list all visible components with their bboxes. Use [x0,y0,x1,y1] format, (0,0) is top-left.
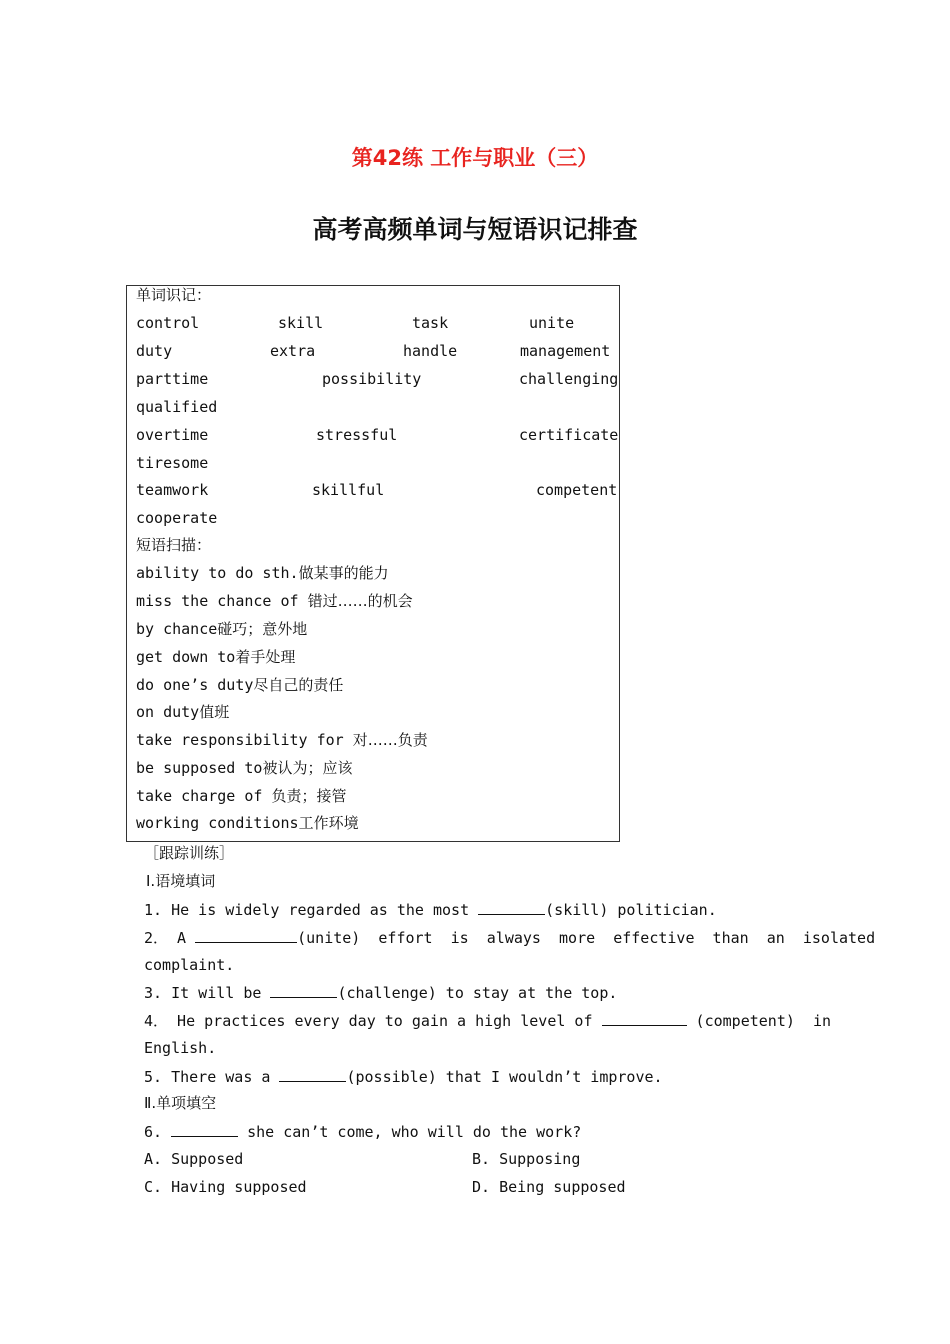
phrase-item: ability to do sth.做某事的能力 [136,564,389,582]
question-1: 1. He is widely regarded as the most (skill) politician. [144,901,717,919]
question-6: 6. she can’t come, who will do the work? [144,1123,582,1141]
answer-blank[interactable] [195,927,297,943]
phrase-item: take charge of 负责；接管 [136,787,347,805]
phrase-item: miss the chance of 错过……的机会 [136,592,413,610]
question-2-cont: complaint. [144,956,235,974]
phrase-item: on duty值班 [136,703,230,721]
word: competent [536,481,618,499]
practice-label: ［跟踪训练］ [144,844,235,862]
answer-blank[interactable] [171,1121,238,1137]
word: skill [278,314,324,332]
question-4: 4． He practices every day to gain a high level of (competent) in [144,1012,832,1030]
answer-blank[interactable] [478,899,545,915]
phrase-item: take responsibility for 对……负责 [136,731,428,749]
phrases-heading: 短语扫描： [136,536,212,554]
word: stressful [316,426,398,444]
option-b[interactable]: B. Supposing [472,1150,581,1168]
word: teamwork [136,481,209,499]
word: challenging [519,370,619,388]
question-2: 2． A (unite) effort is always more effective than an isolated [144,929,876,947]
answer-blank[interactable] [270,982,337,998]
phrase-item: get down to着手处理 [136,648,296,666]
word: parttime [136,370,209,388]
phrase-item: by chance碰巧；意外地 [136,620,308,638]
word: qualified [136,398,218,416]
word: unite [529,314,575,332]
word: extra [270,342,316,360]
question-4-cont: English. [144,1039,217,1057]
word: task [412,314,449,332]
word: certificate [519,426,619,444]
part1-title: Ⅰ.语境填词 [146,872,216,890]
phrase-item: working conditions工作环境 [136,814,359,832]
question-5: 5. There was a (possible) that I wouldn’t improve. [144,1068,663,1086]
word: skillful [312,481,385,499]
page-subtitle: 高考高频单词与短语识记排查 [312,215,638,244]
word: management [520,342,611,360]
answer-blank[interactable] [279,1066,346,1082]
words-heading: 单词识记： [136,286,212,304]
phrase-item: do one’s duty尽自己的责任 [136,676,344,694]
option-d[interactable]: D. Being supposed [472,1178,626,1196]
option-a[interactable]: A. Supposed [144,1150,244,1168]
question-3: 3. It will be (challenge) to stay at the top. [144,984,618,1002]
phrase-item: be supposed to被认为；应该 [136,759,353,777]
option-c[interactable]: C. Having supposed [144,1178,307,1196]
word: duty [136,342,173,360]
word: cooperate [136,509,218,527]
word: tiresome [136,454,209,472]
word: control [136,314,200,332]
answer-blank[interactable] [602,1010,687,1026]
word: possibility [322,370,422,388]
word: handle [403,342,458,360]
page-title: 第42练 工作与职业（三） [351,146,599,170]
part2-title: Ⅱ.单项填空 [144,1094,217,1112]
word: overtime [136,426,209,444]
